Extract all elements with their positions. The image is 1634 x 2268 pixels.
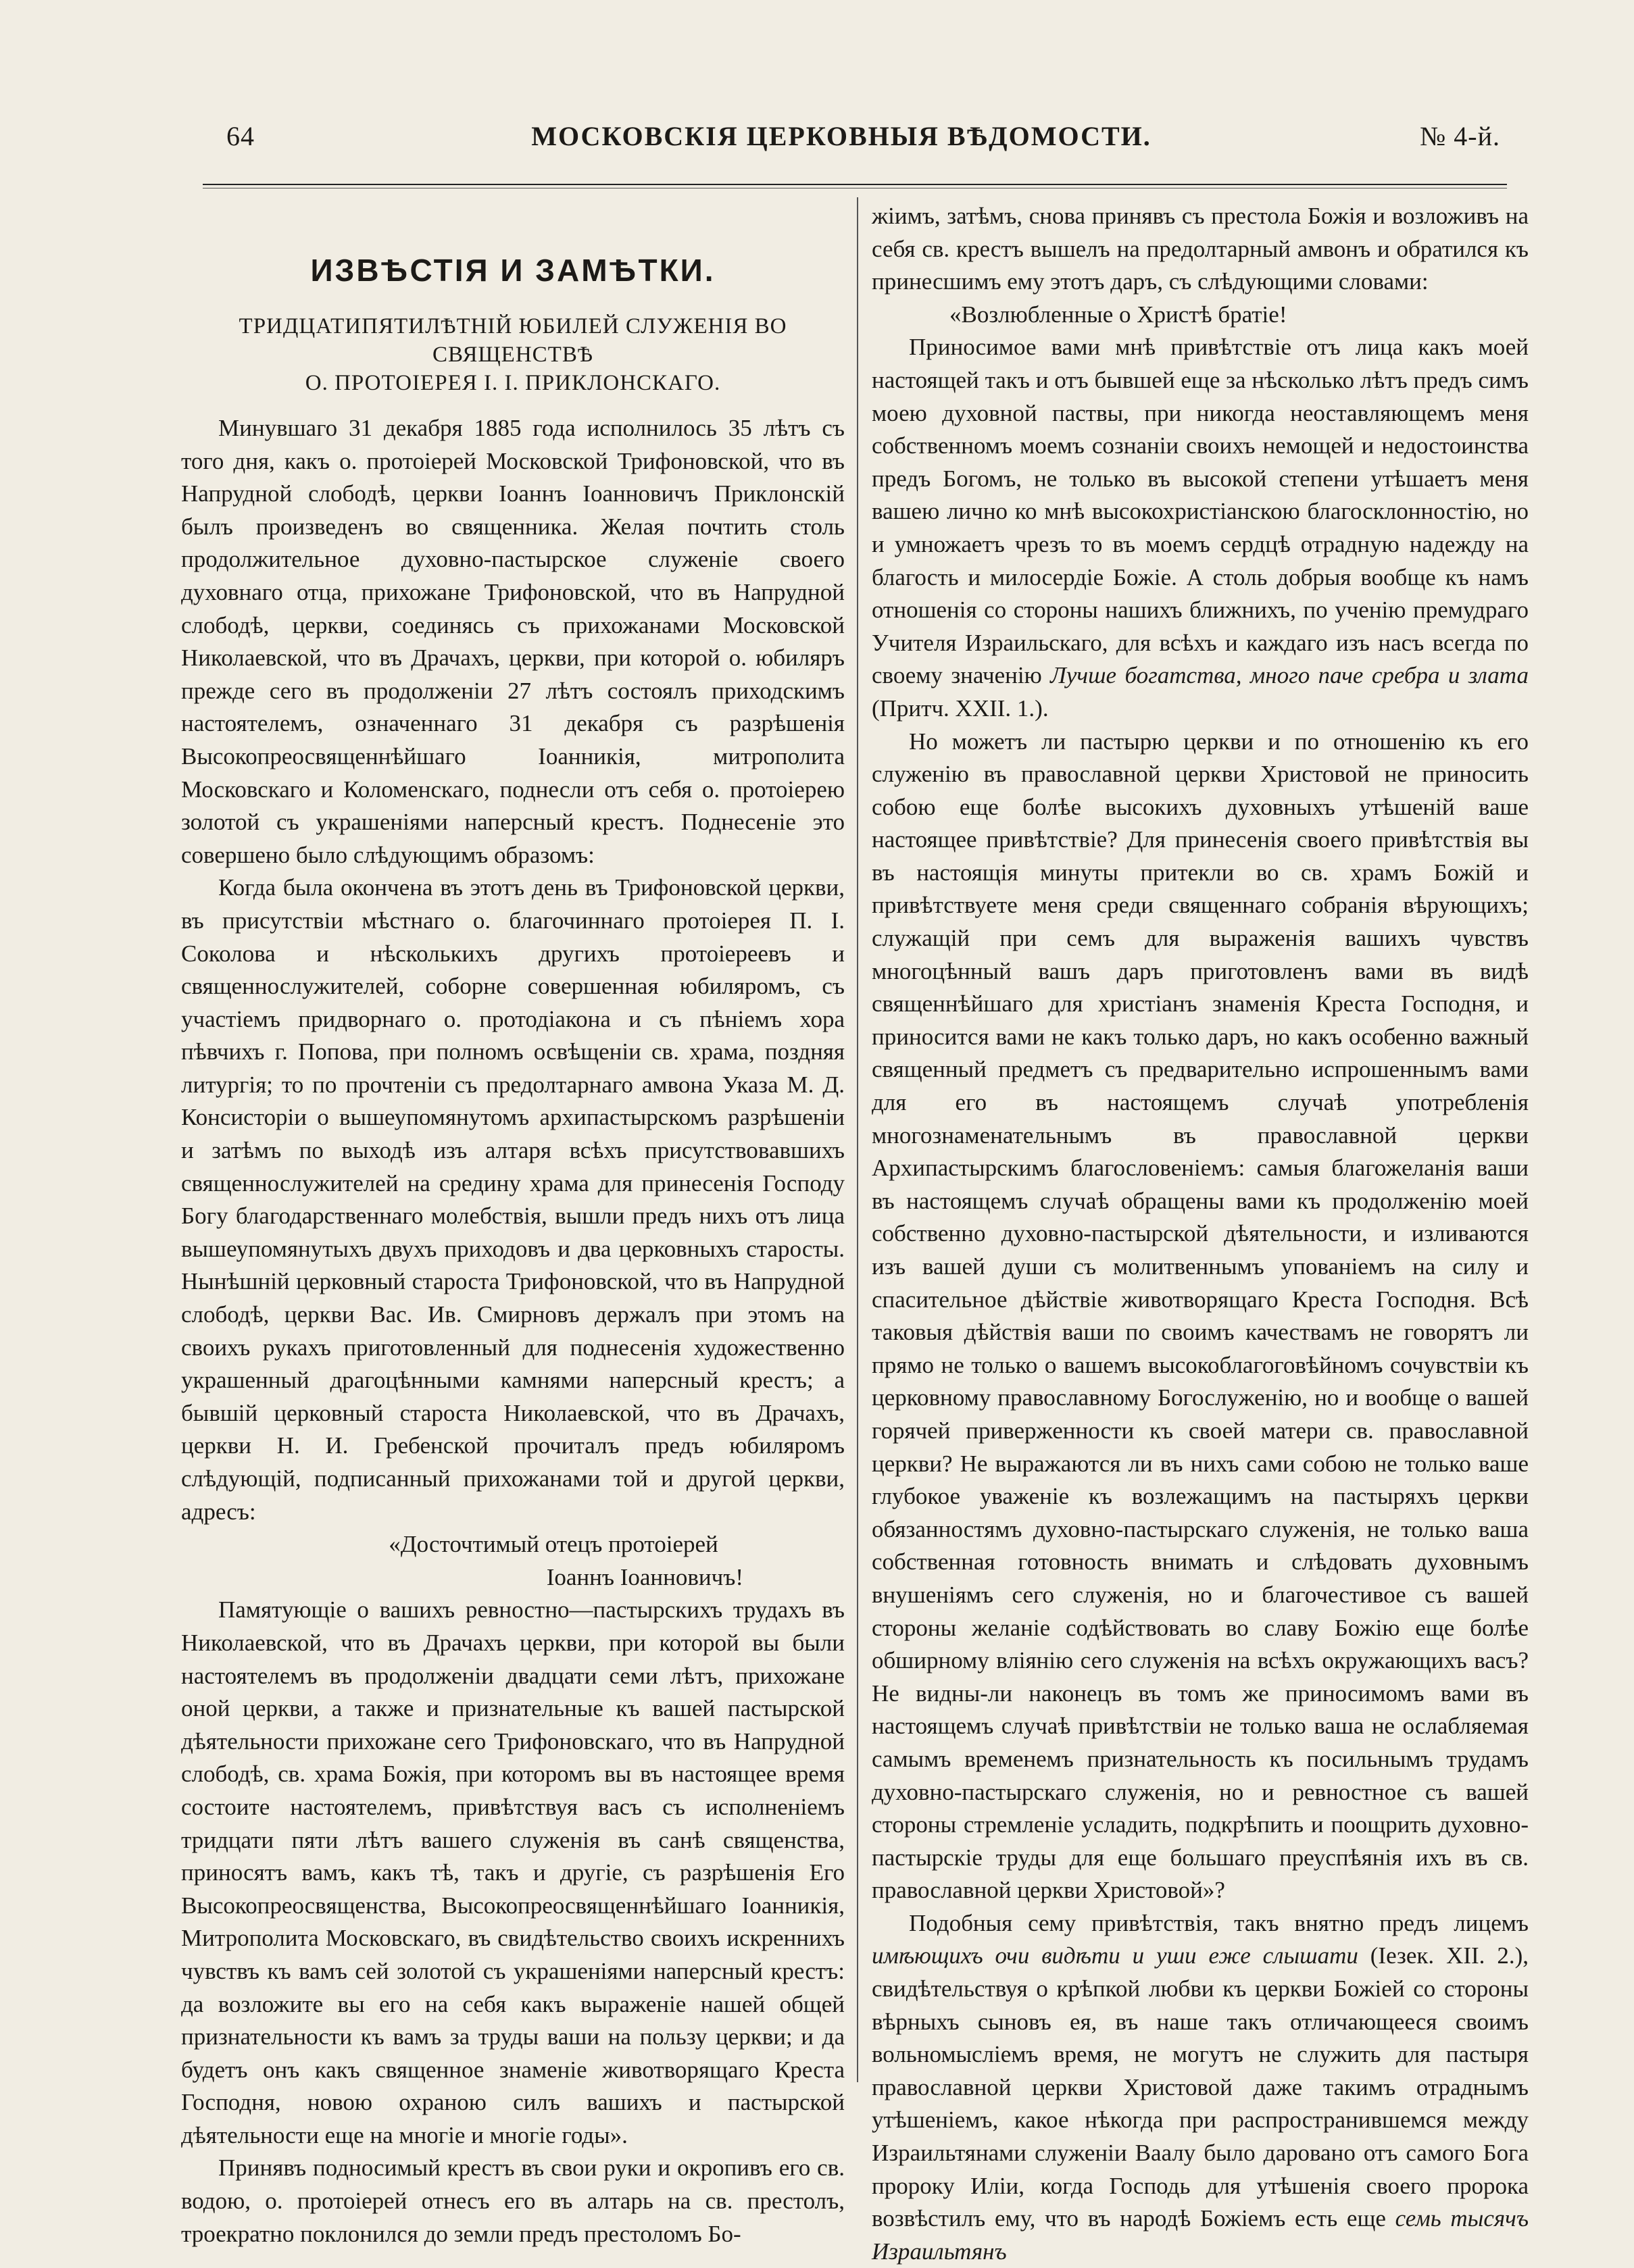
address-salutation-name: Іоаннъ Іоанновичъ! (546, 1563, 743, 1590)
paragraph (872, 331, 1529, 725)
paragraph-text: (Іезек. XII. 2.), свидѣтельствуя о крѣпкой любви къ церкви Божіей со стороны вѣрныхъ сыновъ ея, въ наше такъ отличающееся своимъ вольномысліемъ время, не могутъ не служить для пастыря православной церкви Христовой даже такимъ отраднымъ утѣшеніемъ, какое нѣкогда при распространившемся между Израильтянами служеніи Ваалу было даровано отъ самого Бога пророку Иліи, когда Господь для утѣшенія своего пророка возвѣстилъ ему, что въ народѣ Божіемъ есть еще (872, 1942, 1529, 2232)
running-header (182, 120, 1500, 161)
header-rule (203, 184, 1507, 185)
citation: (Притч. XXII. 1.). (872, 695, 1049, 722)
left-column (181, 203, 845, 2247)
address-salutation: «Досточтимый отецъ протоіерей (389, 1531, 718, 1558)
subtitle-line-1: ТРИДЦАТИПЯТИЛѢТНІЙ ЮБИЛЕЙ СЛУЖЕНІЯ ВО СВЯЩЕНСТВѢ (239, 314, 787, 367)
quotation-italic: имѣющихъ очи видѣти и уши еже слышати (872, 1942, 1358, 1969)
journal-title: МОСКОВСКІЯ ЦЕРКОВНЫЯ ВѢДОМОСТИ. (531, 121, 1152, 151)
issue-number: № 4-й. (1420, 121, 1500, 151)
paragraph: Принявъ подносимый крестъ въ свои руки и окропивъ его св. водою, о. протоіерей отнесъ его въ алтарь на св. престолъ, троекратно поклонился до земли предъ престоломъ Бо- (181, 2154, 845, 2247)
right-column (872, 200, 1529, 2265)
quotation-italic: Лучше богатства, много паче сребра и злата (1050, 662, 1529, 689)
paragraph-text: Подобныя сему привѣтствія, такъ внятно предъ лицемъ (909, 1909, 1529, 1936)
article-subtitle (181, 312, 845, 397)
subtitle-line-2: О. ПРОТОІЕРЕЯ І. І. ПРИКЛОНСКАГО. (305, 371, 721, 395)
quotation-italic: семь тысячъ Израильтянъ (872, 2205, 1529, 2265)
page-number: 64 (226, 121, 255, 151)
column-divider (857, 197, 858, 2082)
section-title: ИЗВѢСТІЯ И ЗАМѢТКИ. (310, 253, 716, 288)
paragraph: Но можетъ ли пастырю церкви и по отношенію къ его служенію въ православной церкви Христовой не приносить собою еще болѣе высокихъ духовныхъ утѣшеній ваше настоящее привѣтствіе? Для принесенія своего привѣтствія вы въ настоящія минуты притекли во св. храмъ Божій и привѣтствуете меня среди священнаго собранія вѣрующихъ; служащій при семъ для выраженія вашихъ чувствъ многоцѣнный вашъ даръ приготовленъ вами въ видѣ священнѣйшаго для христіанъ знаменія Креста Господня, и приносится вами не какъ только даръ, но какъ особенно важный священный предметъ съ предварительно испрошеннымъ вами для его въ настоящемъ случаѣ употребленія многознаменательнымъ въ православной церкви Архипастырскимъ благословеніемъ: самыя благожеланія ваши въ настоящемъ случаѣ обращены вами къ продолженію моей собственно духовно-пастырской дѣятельности, и изливаются изъ вашей души съ молитвеннымъ упованіемъ на силу и спасительное дѣйствіе животворящаго Креста Господня. Всѣ таковыя дѣйствія ваши по своимъ качествамъ не говорятъ ли прямо не только о вашемъ высокоблагоговѣйномъ сочувствіи къ церковному православному Богослуженію, но и вообще о вашей горячей приверженности къ своей матери св. православной церкви? Не выражаются ли въ нихъ сами собою не только ваше глубокое уваженіе къ возлежащимъ на пастыряхъ церкви обязанностямъ духовно-пастырскаго служенія, не только ваша собственная готовность внимать и слѣдовать духовнымъ внушеніямъ сего служенія, но и благочестивое съ вашей стороны желаніе содѣйствовать во славу Божію еще болѣе обширному вліянію сего служенія на всѣхъ окружающихъ васъ? Не видны-ли наконецъ въ томъ же приносимомъ вами въ настоящемъ случаѣ привѣтствіи не только ваша не ослабляемая самымъ временемъ признательность къ посильнымъ трудамъ духовно-пастырскаго служенія, но и ревностное съ вашей стороны стремленіе усладить, подкрѣпить и поощрить духовно-пастырскіе труды для еще большаго преуспѣянія ихъ въ св. православной церкви Христовой»? (872, 728, 1529, 1904)
paragraph-text: Приносимое вами мнѣ привѣтствіе отъ лица какъ моей настоящей такъ и отъ бывшей еще за нѣсколько лѣтъ предъ симъ моею духовной паствы, при никогда неоставляющемъ меня собственномъ моемъ сознаніи своихъ немощей и недостоинства предъ Богомъ, не только въ высокой степени утѣшаетъ меня вашею лично ко мнѣ высокохристіанскою благосклонностію, но и умножаетъ чрезъ то въ моемъ сердцѣ отрадную надежду на благость и милосердіе Божіе. А столь добрыя вообще къ намъ отношенія со стороны нашихъ ближнихъ, по ученію премудраго Учителя Израильскаго, для всѣхъ и каждаго изъ насъ всегда по своему значенію (872, 334, 1529, 689)
paragraph (872, 1907, 1529, 2268)
paragraph: жіимъ, затѣмъ, снова принявъ съ престола Божія и возложивъ на себя св. крестъ вышелъ на предолтарный амвонъ и обратился къ принесшимъ ему этотъ даръ, съ слѣдующими словами: (872, 203, 1529, 295)
paragraph: Когда была окончена въ этотъ день въ Трифоновской церкви, въ присутствіи мѣстнаго о. благочиннаго протоіерея П. І. Соколова и нѣсколькихъ другихъ протоіереевъ и священнослужителей, соборне совершенная юбиляромъ, съ участіемъ придворнаго о. протодіакона и съ пѣніемъ хора пѣвчихъ г. Попова, при полномъ освѣщеніи св. храма, поздняя литургія; то по прочтеніи съ предолтарнаго амвона Указа М. Д. Консисторіи о вышеупомянутомъ архипастырскомъ разрѣшеніи и затѣмъ по выходѣ изъ алтаря всѣхъ присутствовавшихъ священнослужителей на средину храма для принесенія Господу Богу благодарственнаго молебствія, вышли предъ нихъ отъ лица вышеупомянутыхъ двухъ приходовъ и два церковныхъ старосты. Нынѣшній церковный староста Трифоновской, что въ Напрудной слободѣ, церкви Вас. Ив. Смирновъ держалъ при этомъ на своихъ рукахъ приготовленный для поднесенія художественно украшенный драгоцѣнными камнями наперсный крестъ; а бывшій церковный староста Николаевской, что въ Драчахъ, церкви Н. И. Гребенской прочиталъ предъ юбиляромъ слѣдующій, подписанный прихожанами той и другой церкви, адресъ: (181, 874, 845, 1525)
paragraph: Минувшаго 31 декабря 1885 года исполнилось 35 лѣтъ съ того дня, какъ о. протоіерей Московской Трифоновской, что въ Напрудной слободѣ, церкви Іоаннъ Іоанновичъ Приклонскій былъ произведенъ во священника. Желая почтить столь продолжительное духовно-пастырское служеніе своего духовнаго отца, прихожане Трифоновской, что въ Напрудной слободѣ, церкви, соединясь съ прихожанами Московской Николаевской, что въ Драчахъ, церкви, при которой о. юбиляръ прежде сего въ продолженіи 27 лѣтъ состоялъ приходскимъ настоятелемъ, означеннаго 31 декабря съ разрѣшенія Высокопреосвященнѣйшаго Іоанникія, митрополита Московскаго и Коломенскаго, поднесли отъ себя о. протоіерею золотой съ украшеніями наперсный крестъ. Поднесеніе это совершено было слѣдующимъ образомъ: (181, 415, 845, 868)
paragraph: Памятующіе о вашихъ ревностно—пастырскихъ трудахъ въ Николаевской, что въ Драчахъ церкви, при которой вы были настоятелемъ въ продолженіи двадцати семи лѣтъ, прихожане оной церкви, а также и признательные къ вашей пастырской дѣятельности прихожане сего Трифоновскаго, что въ Напрудной слободѣ, св. храма Божія, при которомъ вы въ настоящее время состоите настоятелемъ, привѣтствуя васъ съ исполненіемъ тридцати пяти лѣтъ вашего служенія въ санѣ священства, приносятъ вамъ, какъ тѣ, такъ и другіе, съ разрѣшенія Его Высокопреосвященства, Высокопреосвященнѣйшаго Іоанникія, Митрополита Московскаго, въ свидѣтельство своихъ искреннихъ чувствъ къ вамъ сей золотой съ украшеніями наперсный крестъ: да возложите вы его на себя какъ выраженіе нашей общей признательности къ вамъ за труды ваши на пользу церкви; и да будетъ онъ какъ священное знаменіе животворящаго Креста Господня, новою охраною силъ вашихъ и пастырской дѣятельности еще на многіе и многіе годы». (181, 1596, 845, 2148)
speech-salutation: «Возлюбленные о Христѣ братіе! (949, 301, 1287, 328)
